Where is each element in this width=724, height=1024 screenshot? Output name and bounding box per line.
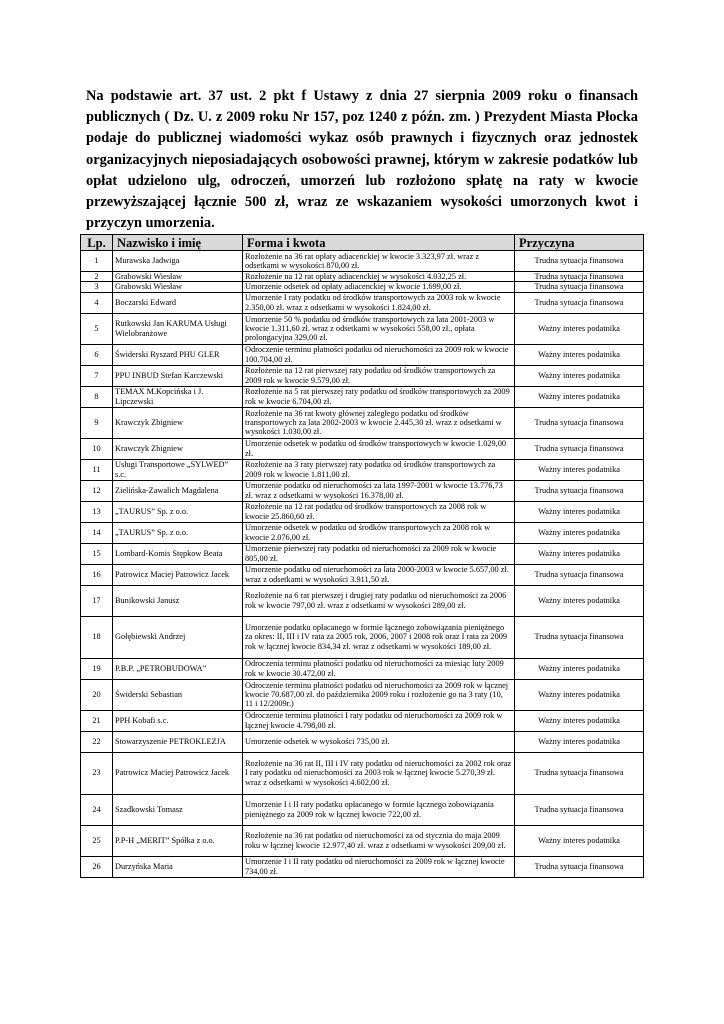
table-row bbox=[81, 480, 644, 501]
row-lp: 14 bbox=[81, 522, 113, 543]
row-name: Świderski Sebastian bbox=[113, 679, 243, 710]
row-name: Gołębiewski Andrzej bbox=[113, 616, 243, 658]
row-name: Patrowicz Maciej Patrowicz Jacek bbox=[113, 752, 243, 794]
row-reason: Ważny interes podatnika bbox=[515, 344, 644, 365]
row-form: Odroczenie terminu płatności podatku od nieruchomości za 2009 rok w łącznej kwocie 70.687,00 zł. do października 2009 roku i rozłożenie go na 3 raty (10, 11 i 12/2009r.) bbox=[243, 679, 515, 710]
intro-paragraph: Na podstawie art. 37 ust. 2 pkt f Ustawy z dnia 27 sierpnia 2009 roku o finansach publicznych ( Dz. U. z 2009 roku Nr 157, poz 1240 z późn. zm. ) Prezydent Miasta Płocka podaje do publicznej wiadomości wykaz osób prawnych i fizycznych oraz jednostek organizacyjnych nieposiadających osobowości prawnej, którym w zakresie podatków lub opłat udzielono ulg, odroczeń, umorzeń lub rozłożono spłatę na raty w kwocie przewyższającej łącznie 500 zł, wraz ze wskazaniem wysokości umorzonych kwot i przyczyn umorzenia. bbox=[86, 88, 638, 232]
row-reason: Ważny interes podatnika bbox=[515, 386, 644, 407]
row-name: TEMAX M.Kopcińska i J. Lipczewski bbox=[113, 386, 243, 407]
row-lp: 25 bbox=[81, 825, 113, 856]
row-name: P.B.P. „PETROBUDOWA” bbox=[113, 658, 243, 679]
row-name: Grabowski Wiesław bbox=[113, 272, 243, 282]
row-reason: Ważny interes podatnika bbox=[515, 501, 644, 522]
row-form: Umorzenie I i II raty podatku opłacanego w formie łącznego zobowiązania pieniężnego za 2009 rok w łącznej kwocie 722,00 zł. bbox=[243, 794, 515, 825]
row-lp: 7 bbox=[81, 365, 113, 386]
row-name: Patrowicz Maciej Patrowicz Jacek bbox=[113, 564, 243, 585]
row-form: Rozłożenie na 5 rat pierwszej raty podatku od środków transportowych za 2009 rok w kwocie 6.704,00 zł. bbox=[243, 386, 515, 407]
row-lp: 26 bbox=[81, 856, 113, 877]
row-reason: Ważny interes podatnika bbox=[515, 313, 644, 344]
header-form: Forma i kwota bbox=[243, 235, 515, 251]
row-name: Krawczyk Zbigniew bbox=[113, 438, 243, 459]
row-form: Rozłożenie na 3 raty pierwszej raty podatku od środków transportowych za 2009 rok w kwocie 1.811,00 zł. bbox=[243, 459, 515, 480]
row-form: Umorzenie odsetek w podatku od środków transportowych w kwocie 1.029,00 zł. bbox=[243, 438, 515, 459]
row-lp: 8 bbox=[81, 386, 113, 407]
header-lp: Lp. bbox=[81, 235, 113, 251]
row-form: Umorzenie I i II raty podatku od nieruchomości za 2009 rok w łącznej kwocie 734,00 zł. bbox=[243, 856, 515, 877]
table-row bbox=[81, 564, 644, 585]
row-lp: 9 bbox=[81, 407, 113, 438]
row-reason: Trudna sytuacja finansowa bbox=[515, 251, 644, 272]
row-name: Krawczyk Zbigniew bbox=[113, 407, 243, 438]
row-form: Umorzenie 50 % podatku od środków transportowych za lata 2001-2003 w kwocie 1.311,60 zł. wraz z odsetkami w wysokości 558,00 zł., opłata prolongacyjna 329,00 zł. bbox=[243, 313, 515, 344]
row-form: Umorzenie odsetek w wysokości 735,00 zł. bbox=[243, 731, 515, 752]
row-name: Bunikowski Janusz bbox=[113, 585, 243, 616]
row-lp: 23 bbox=[81, 752, 113, 794]
row-lp: 13 bbox=[81, 501, 113, 522]
row-reason: Trudna sytuacja finansowa bbox=[515, 438, 644, 459]
table-row bbox=[81, 438, 644, 459]
row-form: Rozłożenie na 12 rat podatku od środków transportowych za 2008 rok w kwocie 25.860,60 zł. bbox=[243, 501, 515, 522]
row-reason: Trudna sytuacja finansowa bbox=[515, 480, 644, 501]
row-lp: 18 bbox=[81, 616, 113, 658]
table-row bbox=[81, 710, 644, 731]
row-form: Umorzenie pierwszej raty podatku od nieruchomości za 2009 rok w kwocie 805,00 zł. bbox=[243, 543, 515, 564]
row-name: Murawska Jadwiga bbox=[113, 251, 243, 272]
row-lp: 15 bbox=[81, 543, 113, 564]
row-form: Rozłożenie na 36 rat podatku od nieruchomości za od stycznia do maja 2009 roku w łącznej kwocie 12.977,40 zł. wraz z odsetkami w wysokości 209,00 zł. bbox=[243, 825, 515, 856]
row-name: PPH Kobafi s.c. bbox=[113, 710, 243, 731]
table-row bbox=[81, 616, 644, 658]
row-name: Rutkowski Jan KARUMA Usługi Wielobranżowe bbox=[113, 313, 243, 344]
row-name: „TAURUS” Sp. z o.o. bbox=[113, 522, 243, 543]
row-form: Umorzenie odsetek w podatku od środków transportowych za 2008 rok w kwocie 2.076,00 zł. bbox=[243, 522, 515, 543]
row-form: Umorzenie podatku od nieruchomości za lata 2000-2003 w kwocie 5.657,00 zł. wraz z odsetkami w wysokości 3.911,50 zł. bbox=[243, 564, 515, 585]
table-row bbox=[81, 386, 644, 407]
row-reason: Ważny interes podatnika bbox=[515, 365, 644, 386]
row-name: Lombard-Komis Stępkow Beata bbox=[113, 543, 243, 564]
row-reason: Ważny interes podatnika bbox=[515, 459, 644, 480]
exemptions-table bbox=[80, 234, 644, 878]
row-form: Umorzenie podatku opłacanego w formie łącznego zobowiązania pieniężnego za okres: II, III i IV rata za 2005 rok, 2006, 2007 i 2008 rok oraz I rata za 2009 rok w łącznej kwocie 834,34 zł. wraz z odsetkami w wysokości 189,00 zł. bbox=[243, 616, 515, 658]
row-reason: Ważny interes podatnika bbox=[515, 658, 644, 679]
row-name: Szadkowski Tomasz bbox=[113, 794, 243, 825]
row-reason: Trudna sytuacja finansowa bbox=[515, 856, 644, 877]
row-reason: Trudna sytuacja finansowa bbox=[515, 282, 644, 292]
row-lp: 17 bbox=[81, 585, 113, 616]
table-row bbox=[81, 794, 644, 825]
row-reason: Trudna sytuacja finansowa bbox=[515, 272, 644, 282]
table-row bbox=[81, 459, 644, 480]
row-form: Umorzenie I raty podatku od środków transportowych za 2003 rok w kwocie 2.350,00 zł. wraz z odsetkami w wysokości 1.824,00 zł. bbox=[243, 292, 515, 313]
row-reason: Trudna sytuacja finansowa bbox=[515, 407, 644, 438]
row-lp: 22 bbox=[81, 731, 113, 752]
row-lp: 1 bbox=[81, 251, 113, 272]
table-row bbox=[81, 501, 644, 522]
row-form: Odroczenia terminu płatności podatku od nieruchomości za miesiąc luty 2009 rok w kwocie 30.472,00 zł. bbox=[243, 658, 515, 679]
table-row bbox=[81, 825, 644, 856]
row-lp: 2 bbox=[81, 272, 113, 282]
row-form: Rozłożenie na 12 rat pierwszej raty podatku od środków transportowych za 2009 rok w kwocie 9.579,00 zł. bbox=[243, 365, 515, 386]
row-form: Odroczenie terminu płatności podatku od nieruchomości za 2009 rok w kwocie 100.704,00 zł. bbox=[243, 344, 515, 365]
row-lp: 21 bbox=[81, 710, 113, 731]
row-form: Odroczenie terminu płatności I raty podatku od nieruchomości za 2009 rok w łącznej kwocie 4.798,00 zł. bbox=[243, 710, 515, 731]
table-row bbox=[81, 407, 644, 438]
row-reason: Ważny interes podatnika bbox=[515, 543, 644, 564]
row-lp: 19 bbox=[81, 658, 113, 679]
row-lp: 24 bbox=[81, 794, 113, 825]
row-lp: 5 bbox=[81, 313, 113, 344]
row-name: Świderski Ryszard PHU GLER bbox=[113, 344, 243, 365]
table-row bbox=[81, 679, 644, 710]
row-lp: 16 bbox=[81, 564, 113, 585]
row-reason: Ważny interes podatnika bbox=[515, 825, 644, 856]
table-row bbox=[81, 543, 644, 564]
row-lp: 12 bbox=[81, 480, 113, 501]
table-row bbox=[81, 522, 644, 543]
row-reason: Ważny interes podatnika bbox=[515, 679, 644, 710]
table-row bbox=[81, 251, 644, 272]
row-reason: Trudna sytuacja finansowa bbox=[515, 752, 644, 794]
table-row bbox=[81, 282, 644, 292]
table-row bbox=[81, 344, 644, 365]
table-row bbox=[81, 365, 644, 386]
row-lp: 10 bbox=[81, 438, 113, 459]
row-reason: Ważny interes podatnika bbox=[515, 585, 644, 616]
row-reason: Trudna sytuacja finansowa bbox=[515, 794, 644, 825]
row-lp: 4 bbox=[81, 292, 113, 313]
row-form: Rozłożenie na 12 rat opłaty adiacenckiej w wysokości 4.032,25 zł. bbox=[243, 272, 515, 282]
row-name: „TAURUS” Sp. z o.o. bbox=[113, 501, 243, 522]
row-name: Durzyńska Maria bbox=[113, 856, 243, 877]
row-form: Rozłożenie na 6 rat pierwszej i drugiej raty podatku od nieruchomości za 2006 rok w kwocie 797,00 zł. wraz z odsetkami w wysokości 289,00 zł. bbox=[243, 585, 515, 616]
row-form: Rozłożenie na 36 rat opłaty adiacenckiej w kwocie 3.323,97 zł. wraz z odsetkami w wysokości 870,00 zł. bbox=[243, 251, 515, 272]
row-name: Stowarzyszenie PETROKLEZJA bbox=[113, 731, 243, 752]
row-name: PPU INBUD Stefan Karczewski bbox=[113, 365, 243, 386]
row-form: Umorzenie podatku od nieruchomości za lata 1997-2001 w kwocie 13.776,73 zł. wraz z odsetkami w wysokości 16.378,00 zł. bbox=[243, 480, 515, 501]
row-lp: 3 bbox=[81, 282, 113, 292]
row-reason: Trudna sytuacja finansowa bbox=[515, 616, 644, 658]
row-name: P.P-H „MERIT” Spółka z o.o. bbox=[113, 825, 243, 856]
row-lp: 11 bbox=[81, 459, 113, 480]
row-form: Rozłożenie na 36 rat II, III i IV raty podatku od nieruchomości za 2002 rok oraz I raty podatku od nieruchomości za 2003 rok w łącznej kwocie 5.270,39 zł. wraz z odsetkami w wysokości 4.602,00 zł. bbox=[243, 752, 515, 794]
row-name: Usługi Transportowe „SYLWED” s.c. bbox=[113, 459, 243, 480]
table-row bbox=[81, 313, 644, 344]
row-form: Umorzenie odsetek od opłaty adiacenckiej w kwocie 1.699,00 zł. bbox=[243, 282, 515, 292]
row-name: Zielińska-Zawalich Magdalena bbox=[113, 480, 243, 501]
row-reason: Ważny interes podatnika bbox=[515, 522, 644, 543]
row-name: Boczarski Edward bbox=[113, 292, 243, 313]
row-lp: 6 bbox=[81, 344, 113, 365]
table-row bbox=[81, 752, 644, 794]
table-row bbox=[81, 658, 644, 679]
table-header-row bbox=[81, 235, 644, 251]
row-reason: Ważny interes podatnika bbox=[515, 710, 644, 731]
row-reason: Trudna sytuacja finansowa bbox=[515, 564, 644, 585]
row-name: Grabowski Wiesław bbox=[113, 282, 243, 292]
table-row bbox=[81, 292, 644, 313]
table-row bbox=[81, 856, 644, 877]
row-lp: 20 bbox=[81, 679, 113, 710]
table-row bbox=[81, 272, 644, 282]
header-name: Nazwisko i imię bbox=[113, 235, 243, 251]
header-reason: Przyczyna bbox=[515, 235, 644, 251]
row-reason: Ważny interes podatnika bbox=[515, 731, 644, 752]
table-row bbox=[81, 731, 644, 752]
row-reason: Trudna sytuacja finansowa bbox=[515, 292, 644, 313]
row-form: Rozłożenie na 36 rat kwoty głównej zaległego podatku od środków transportowych za lata 2002-2003 w kwocie 2.445,30 zł. wraz z odsetkami w wysokości 1.030,00 zł. bbox=[243, 407, 515, 438]
table-row bbox=[81, 585, 644, 616]
